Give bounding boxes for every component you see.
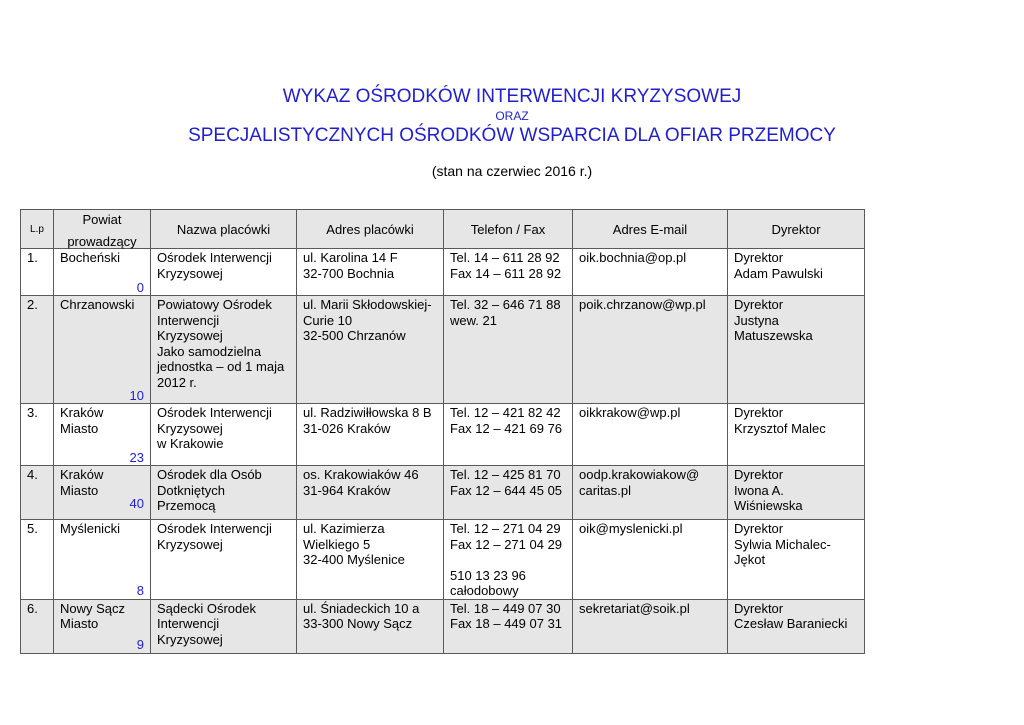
dyrektor-cell: Dyrektor Iwona A. Wiśniewska	[728, 466, 865, 520]
telefon-cell: Tel. 12 – 271 04 29 Fax 12 – 271 04 29 510 13 23 96 całodobowy	[444, 520, 573, 600]
adres-cell: ul. Śniadeckich 10 a 33-300 Nowy Sącz	[297, 599, 444, 653]
powiat-number: 9	[136, 637, 144, 652]
column-header-email: Adres E-mail	[573, 210, 728, 249]
powiat-cell	[54, 599, 151, 653]
email-cell: oikkrakow@wp.pl	[573, 404, 728, 466]
nazwa-cell: Ośrodek Interwencji Kryzysowej	[151, 249, 297, 296]
nazwa-cell: Ośrodek Interwencji Kryzysowej	[151, 520, 297, 600]
powiat-number: 0	[136, 279, 144, 295]
powiat-cell	[54, 296, 151, 404]
table-header-row	[21, 210, 865, 249]
telefon-cell: Tel. 14 – 611 28 92 Fax 14 – 611 28 92	[444, 249, 573, 296]
powiat-cell	[54, 404, 151, 466]
email-cell: poik.chrzanow@wp.pl	[573, 296, 728, 404]
powiat-cell	[54, 520, 151, 600]
column-header-adres: Adres placówki	[297, 210, 444, 249]
column-header-lp: L.p	[21, 210, 54, 249]
telefon-cell: Tel. 32 – 646 71 88 wew. 21	[444, 296, 573, 404]
document-subtitle: SPECJALISTYCZNYCH OŚRODKÓW WSPARCIA DLA OFIAR PRZEMOCY	[188, 125, 836, 146]
column-header-telefon: Telefon / Fax	[444, 210, 573, 249]
document-title: WYKAZ OŚRODKÓW INTERWENCJI KRYZYSOWEJ	[282, 86, 742, 107]
column-header-nazwa: Nazwa placówki	[151, 210, 297, 249]
powiat-number: 10	[129, 387, 144, 403]
document-title-conjunction: ORAZ	[495, 109, 529, 123]
adres-cell: ul. Radziwiłłowska 8 B 31-026 Kraków	[297, 404, 444, 466]
adres-cell: ul. Kazimierza Wielkiego 5 32-400 Myślenice	[297, 520, 444, 600]
lp-cell: 3.	[21, 404, 54, 466]
table-row	[21, 296, 865, 404]
powiat-name: Bocheński	[60, 250, 120, 265]
column-header-powiat-line1: Powiat	[82, 212, 122, 227]
email-cell: sekretariat@soik.pl	[573, 599, 728, 653]
table-row	[21, 520, 865, 600]
powiat-cell	[54, 466, 151, 520]
email-cell: oodp.krakowiakow@ caritas.pl	[573, 466, 728, 520]
telefon-cell: Tel. 12 – 421 82 42 Fax 12 – 421 69 76	[444, 404, 573, 466]
centers-table	[20, 209, 865, 654]
nazwa-cell: Ośrodek dla Osób Dotkniętych Przemocą	[151, 466, 297, 520]
email-cell: oik@myslenicki.pl	[573, 520, 728, 600]
dyrektor-cell: Dyrektor Krzysztof Malec	[728, 404, 865, 466]
telefon-cell: Tel. 12 – 425 81 70 Fax 12 – 644 45 05	[444, 466, 573, 520]
table-row	[21, 249, 865, 296]
adres-cell: ul. Karolina 14 F 32-700 Bochnia	[297, 249, 444, 296]
lp-cell: 5.	[21, 520, 54, 600]
adres-cell: ul. Marii Skłodowskiej- Curie 10 32-500 Chrzanów	[297, 296, 444, 404]
column-header-powiat-line2: prowadzący	[67, 234, 137, 249]
dyrektor-cell: Dyrektor Adam Pawulski	[728, 249, 865, 296]
powiat-number: 8	[136, 583, 144, 598]
dyrektor-cell: Dyrektor Justyna Matuszewska	[728, 296, 865, 404]
powiat-name: Chrzanowski	[60, 297, 135, 312]
powiat-name: Kraków Miasto	[60, 467, 104, 498]
column-header-dyrektor: Dyrektor	[728, 210, 865, 249]
adres-cell: os. Krakowiaków 46 31-964 Kraków	[297, 466, 444, 520]
lp-cell: 6.	[21, 599, 54, 653]
nazwa-cell: Powiatowy Ośrodek Interwencji Kryzysowej Jako samodzielna jednostka – od 1 maja 2012 r.	[151, 296, 297, 404]
powiat-cell	[54, 249, 151, 296]
table-row	[21, 466, 865, 520]
powiat-name: Nowy Sącz Miasto	[60, 600, 126, 631]
powiat-number: 40	[129, 495, 144, 511]
table-row	[21, 404, 865, 466]
dyrektor-cell: Dyrektor Czesław Baraniecki	[728, 599, 865, 653]
dyrektor-cell: Dyrektor Sylwia Michalec- Jękot	[728, 520, 865, 600]
table-row	[21, 599, 865, 653]
telefon-cell: Tel. 18 – 449 07 30 Fax 18 – 449 07 31	[444, 599, 573, 653]
nazwa-cell: Ośrodek Interwencji Kryzysowej w Krakowie	[151, 404, 297, 466]
email-cell: oik.bochnia@op.pl	[573, 249, 728, 296]
nazwa-cell: Sądecki Ośrodek Interwencji Kryzysowej	[151, 599, 297, 653]
lp-cell: 4.	[21, 466, 54, 520]
powiat-name: Kraków Miasto	[60, 405, 104, 436]
lp-cell: 1.	[21, 249, 54, 296]
powiat-number: 23	[129, 449, 144, 465]
powiat-name: Myślenicki	[60, 521, 120, 536]
column-header-powiat	[54, 210, 151, 249]
document-date: (stan na czerwiec 2016 r.)	[431, 163, 593, 179]
lp-cell: 2.	[21, 296, 54, 404]
